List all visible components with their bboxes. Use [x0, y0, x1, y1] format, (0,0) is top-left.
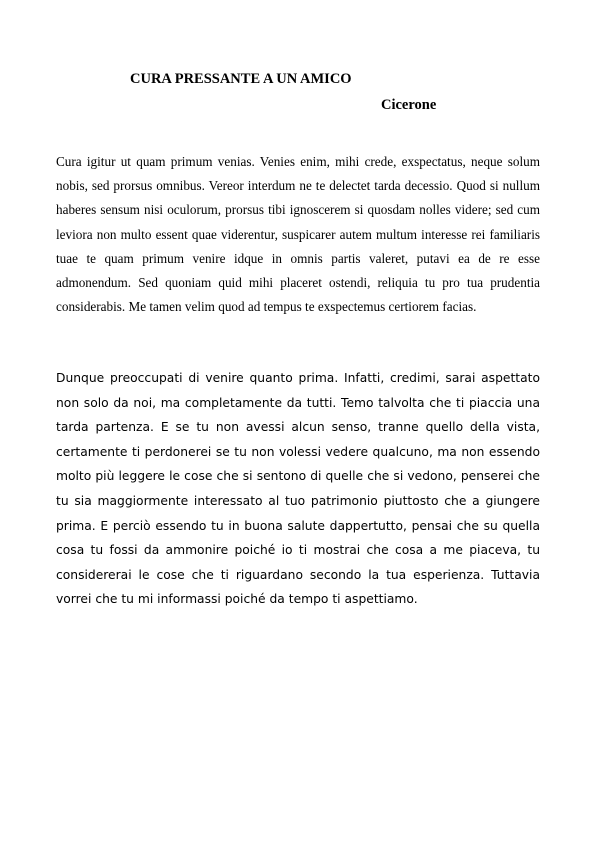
document-author: Cicerone	[381, 97, 437, 113]
document-title: CURA PRESSANTE A UN AMICO	[130, 71, 352, 87]
italian-paragraph: Dunque preoccupati di venire quanto prima. Infatti, credimi, sarai aspettato non solo da noi, ma completamente da tutti. Temo talvolta che ti piaccia una tarda partenza. E se tu non avessi alcun senso, tranne quello della vista, certamente ti perdonerei se tu non volessi vedere qualcuno, ma non essendo molto più leggere le cose che si sentono di quelle che si vedono, penserei che tu sia maggiormente interessato al tuo patrimonio piuttosto che a giungere prima. E perciò essendo tu in buona salute dappertutto, pensai che su quella cosa tu fossi da ammonire poiché io ti mostrai che cosa a me piaceva, tu considererai le cose che ti riguardano secondo la tua esperienza. Tuttavia vorrei che tu mi informassi poiché da tempo ti aspettiamo.	[56, 371, 540, 607]
latin-paragraph: Cura igitur ut quam primum venias. Venies enim, mihi crede, exspectatus, neque solum nobis, sed prorsus omnibus. Vereor interdum ne te delectet tarda decessio. Quod si nullum haberes sensum nisi oculorum, prorsus tibi ignoscerem si quosdam nolles videre; sed cum leviora non multo essent quae viderentur, suspicarer autem multum interesse rei familiaris tuae te quam primum venire idque in omnis partis valeret, putavi ea de re esse admonendum. Sed quoniam quid mihi placeret ostendi, reliquia tu pro tua prudentia considerabis. Me tamen velim quod ad tempus te exspectemus certiorem facias.	[56, 154, 540, 315]
